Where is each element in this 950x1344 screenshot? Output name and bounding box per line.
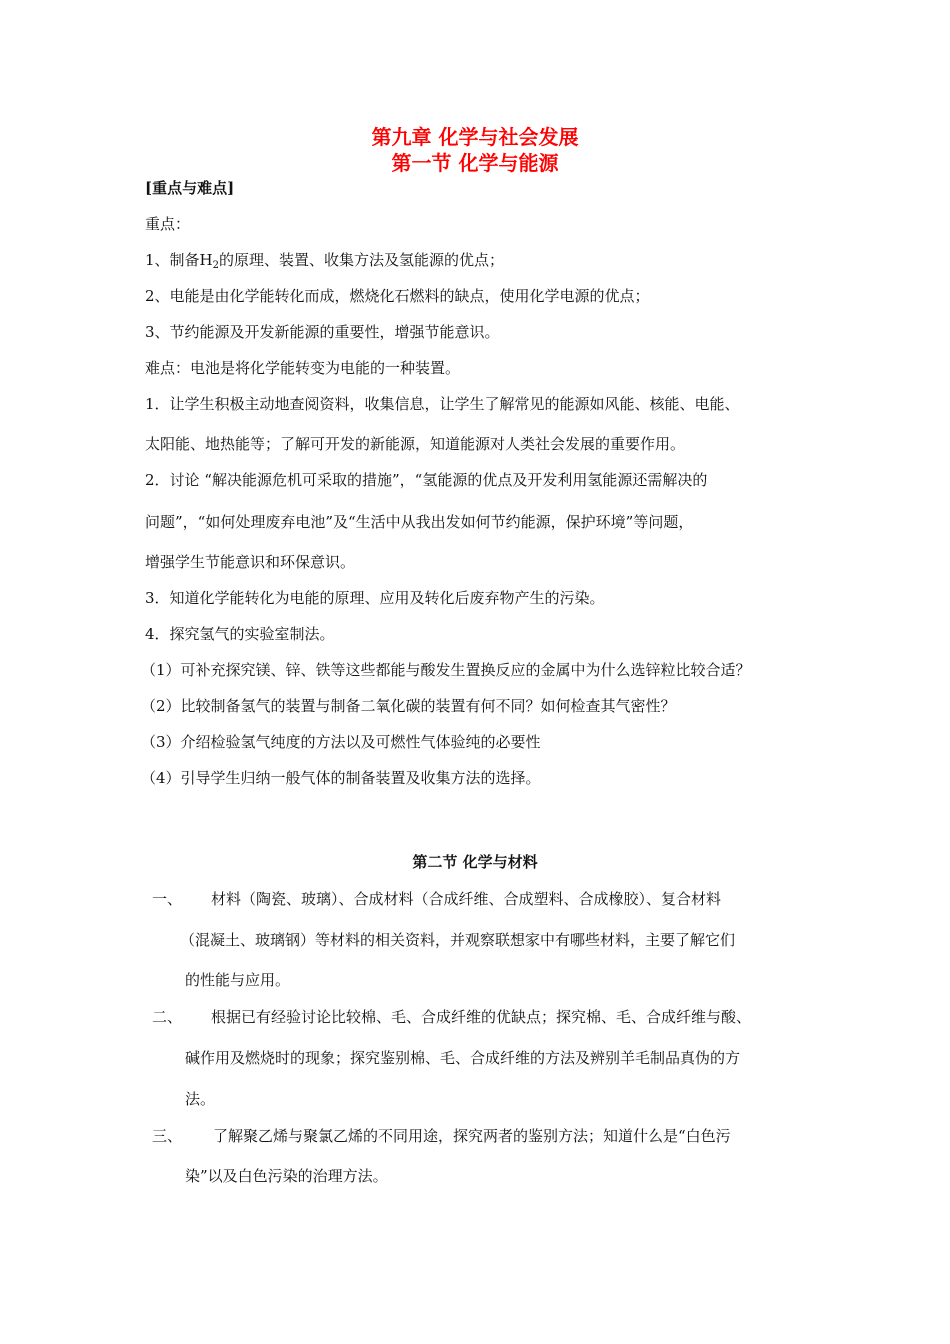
item3: 3．知道化学能转化为电能的原理、应用及转化后废弃物产生的污染。 [145, 589, 605, 607]
section2-item-line: 材料（陶瓷、玻璃）、合成材料（合成纤维、合成塑料、合成橡胶）、复合材料 [211, 890, 722, 908]
difficulty: 难点：电池是将化学能转变为电能的一种装置。 [145, 359, 461, 377]
key-point-1 [145, 250, 845, 276]
item2-line1: 2．讨论 “解决能源危机可采取的措施”，“氢能源的优点及开发利用氢能源还需解决的 [145, 471, 708, 489]
sub-item-4: （4）引导学生归纳一般气体的制备装置及收集方法的选择。 [141, 769, 541, 787]
section2-item-line: （混凝土、玻璃钢）等材料的相关资料，并观察联想家中有哪些材料，主要了解它们 [180, 931, 736, 949]
item1-line2: 太阳能、地热能等；了解可开发的新能源，知道能源对人类社会发展的重要作用。 [145, 435, 686, 453]
item4: 4．探究氢气的实验室制法。 [145, 625, 335, 643]
sub-item-1: （1）可补充探究镁、锌、铁等这些都能与酸发生置换反应的金属中为什么选锌粒比较合适？ [141, 661, 751, 679]
item2-line2: 问题”，“如何处理废弃电池”及“生活中从我出发如何节约能源，保护环境”等问题， [145, 513, 694, 531]
key-point-2: 2、电能是由化学能转化而成，燃烧化石燃料的缺点，使用化学电源的优点； [145, 287, 650, 305]
section2-item-line: 法。 [185, 1090, 216, 1108]
sub-item-2: （2）比较制备氢气的装置与制备二氧化碳的装置有何不同？如何检查其气密性？ [141, 697, 676, 715]
section1-title: 第一节 化学与能源 [391, 151, 559, 175]
key-point-1-pre: 1、制备H [145, 251, 213, 269]
sub-item-3: （3）介绍检验氢气纯度的方法以及可燃性气体验纯的必要性 [141, 733, 541, 751]
section2-item-number: 一、 [152, 890, 183, 908]
section2-title: 第二节 化学与材料 [412, 853, 538, 871]
section2-item-line: 碱作用及燃烧时的现象；探究鉴别棉、毛、合成纤维的方法及辨别羊毛制品真伪的方 [185, 1049, 741, 1067]
section2-item-number: 二、 [152, 1008, 183, 1026]
section2-item-line: 了解聚乙烯与聚氯乙烯的不同用途，探究两者的鉴别方法；知道什么是“白色污 [213, 1127, 731, 1145]
key-point-3: 3、节约能源及开发新能源的重要性，增强节能意识。 [145, 323, 500, 341]
chapter-title: 第九章 化学与社会发展 [371, 125, 579, 149]
section2-item-line: 的性能与应用。 [185, 971, 291, 989]
key-points-heading: 重点： [145, 215, 191, 233]
key-point-1-sub: 2 [212, 260, 219, 271]
section2-item-number: 三、 [152, 1127, 183, 1145]
item1-line1: 1．让学生积极主动地查阅资料，收集信息，让学生了解常见的能源如风能、核能、电能、 [145, 395, 740, 413]
item2-line3: 增强学生节能意识和环保意识。 [145, 553, 356, 571]
key-label: [重点与难点] [145, 179, 235, 197]
section2-item-line: 根据已有经验讨论比较棉、毛、合成纤维的优缺点；探究棉、毛、合成纤维与酸、 [211, 1008, 752, 1026]
key-point-1-post: 的原理、装置、收集方法及氢能源的优点； [219, 251, 505, 269]
section2-item-line: 染”以及白色污染的治理方法。 [185, 1167, 388, 1185]
